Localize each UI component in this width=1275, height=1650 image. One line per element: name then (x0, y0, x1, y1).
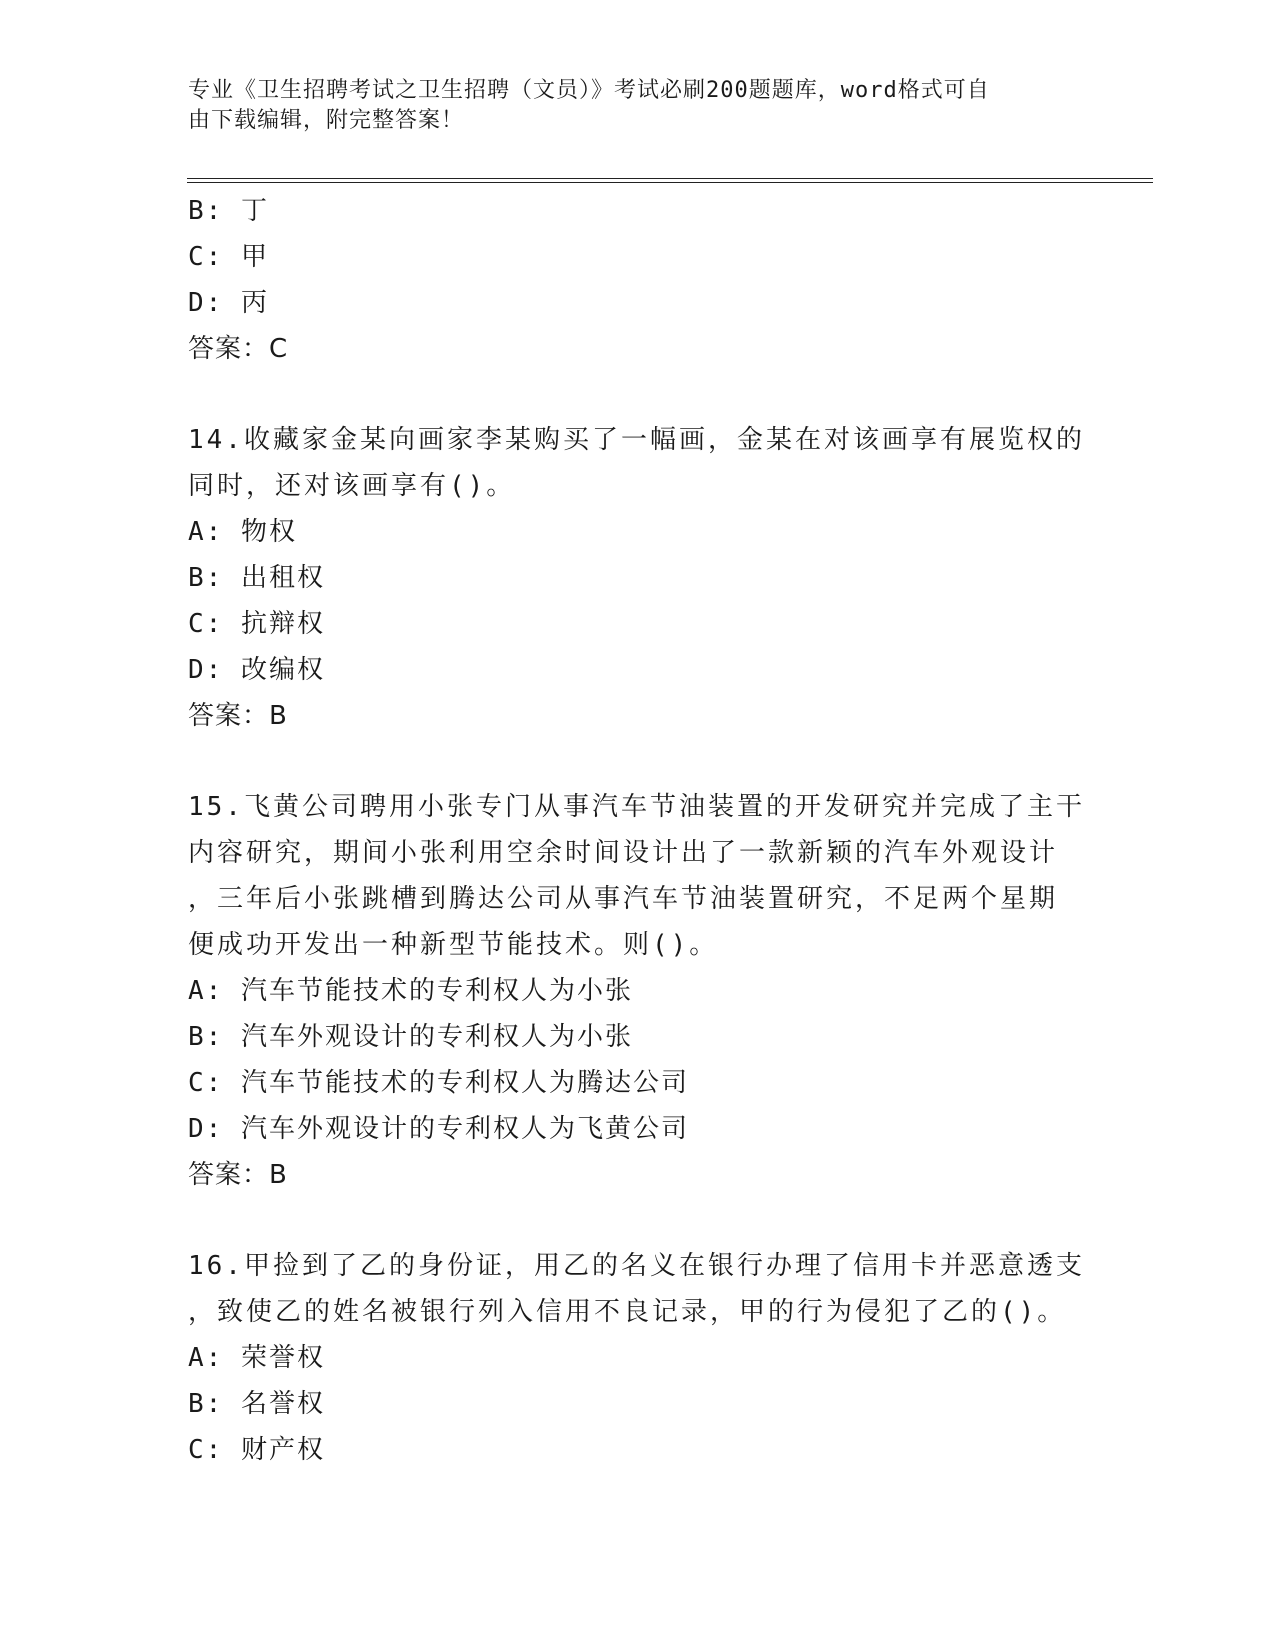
document-body (188, 188, 1088, 1473)
option-b: B: 丁 (188, 196, 269, 226)
answer: 答案：B (188, 1160, 288, 1190)
question-text-line: ，三年后小张跳槽到腾达公司从事汽车节油装置研究，不足两个星期 (188, 884, 1059, 914)
option-b: B: 出租权 (188, 563, 325, 593)
question-text-line: 同时，还对该画享有()。 (188, 471, 516, 501)
header-line-1: 专业《卫生招聘考试之卫生招聘（文员）》考试必刷200题题库，word格式可自 (188, 78, 990, 103)
question-16 (188, 1243, 1088, 1473)
question-text-line: ，致使乙的姓名被银行列入信用不良记录，甲的行为侵犯了乙的()。 (188, 1297, 1067, 1327)
header-rule-top (187, 178, 1153, 179)
option-c: C: 财产权 (188, 1435, 325, 1465)
document-header (188, 76, 1068, 136)
option-a: A: 荣誉权 (188, 1343, 325, 1373)
question-text-line: 14.收藏家金某向画家李某购买了一幅画，金某在对该画享有展览权的 (188, 425, 1085, 455)
answer: 答案：C (188, 334, 289, 364)
option-d: D: 丙 (188, 288, 269, 318)
option-b: B: 名誉权 (188, 1389, 325, 1419)
question-text-line: 便成功开发出一种新型节能技术。则()。 (188, 930, 719, 960)
option-c: C: 甲 (188, 242, 269, 272)
option-a: A: 物权 (188, 517, 297, 547)
question-text-line: 15.飞黄公司聘用小张专门从事汽车节油装置的开发研究并完成了主干 (188, 792, 1085, 822)
option-d: D: 汽车外观设计的专利权人为飞黄公司 (188, 1114, 689, 1144)
answer: 答案：B (188, 701, 288, 731)
question-14 (188, 417, 1088, 739)
option-d: D: 改编权 (188, 655, 325, 685)
option-c: C: 抗辩权 (188, 609, 325, 639)
option-a: A: 汽车节能技术的专利权人为小张 (188, 976, 633, 1006)
header-rule-bottom (187, 182, 1153, 183)
header-line-2: 由下载编辑，附完整答案！ (188, 108, 465, 133)
question-13-continued (188, 188, 1088, 372)
option-c: C: 汽车节能技术的专利权人为腾达公司 (188, 1068, 689, 1098)
question-text-line: 内容研究，期间小张利用空余时间设计出了一款新颖的汽车外观设计 (188, 838, 1059, 868)
option-b: B: 汽车外观设计的专利权人为小张 (188, 1022, 633, 1052)
question-15 (188, 784, 1088, 1198)
question-text-line: 16.甲捡到了乙的身份证，用乙的名义在银行办理了信用卡并恶意透支 (188, 1251, 1085, 1281)
